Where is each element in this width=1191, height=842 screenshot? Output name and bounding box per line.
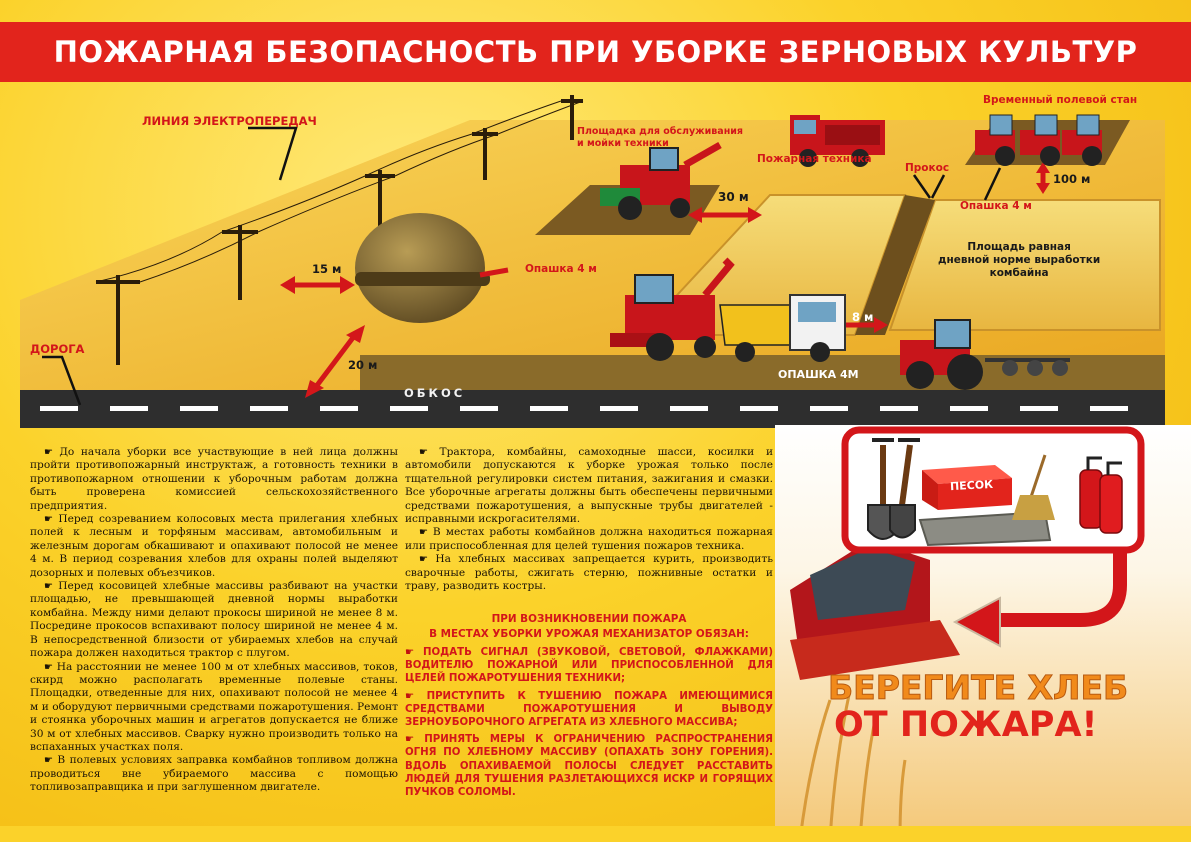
label-mowing: ОБКОС (404, 386, 466, 400)
fire-duties-title-1: ПРИ ВОЗНИКНОВЕНИИ ПОЖАРА (491, 613, 687, 625)
label-sand: ПЕСОК (949, 477, 994, 494)
label-fire-equipment: Пожарная техника (757, 153, 872, 165)
fire-duties-title-2: В МЕСТАХ УБОРКИ УРОЖАЯ МЕХАНИЗАТОР ОБЯЗАН: (429, 628, 749, 640)
rule-paragraph: ☛ В полевых условиях заправка комбайнов топливом должна проводиться вне убираемого массива с помощью топливозаправщика и при заглушенном двигателе. (30, 754, 398, 794)
fire-duties-block (405, 612, 773, 799)
label-8m: 8 м (852, 310, 874, 324)
rule-paragraph: ☛ До начала уборки все участвующие в ней лица должны пройти противопожарный инструктаж, а готовность техники в противопожарном отношении к уборочным работам должна быть проверена комиссией сельскохозяйственного предприятия. (30, 446, 398, 513)
label-15m: 15 м (312, 262, 342, 276)
label-plow-haystack: Опашка 4 м (525, 263, 597, 275)
label-area: Площадь равная дневной норме выработки комбайна (938, 241, 1101, 279)
label-service-area: Площадка для обслуживания и мойки техники (577, 126, 744, 149)
rule-paragraph: ☛ На расстоянии не менее 100 м от хлебных массивов, токов, скирд можно располагать временные полевые станы. Площадки, отведенные для них, опахивают полосой не менее 4 м и оборудуют первичными средствами пожаротушения. Ремонт и стоянка уборочных машин и агрегатов допускается не ближе 30 м от хлебных массивов. Сварку нужно производить только на вспаханных участках поля. (30, 661, 398, 755)
label-cut-strip: Прокос (905, 162, 950, 174)
text-column-middle (405, 446, 773, 593)
text-column-left (30, 446, 398, 795)
slogan-line-2: ОТ ПОЖАРА! (834, 705, 1098, 745)
fire-duty-item: ☛ ПРИНЯТЬ МЕРЫ К ОГРАНИЧЕНИЮ РАСПРОСТРАНЕНИЯ ОГНЯ ПО ХЛЕБНОМУ МАССИВУ (ОПАХАТЬ ЗОНУ ГОРЕНИЯ). ВДОЛЬ ОПАХИВАЕМОЙ ПОЛОСЫ СЛЕДУЕТ РАССТАВИТЬ ЛЮДЕЙ ДЛЯ ТУШЕНИЯ РАЗЛЕТАЮЩИХСЯ ИСКР И ГОРЯЩИХ ПУЧКОВ СОЛОМЫ. (405, 733, 773, 799)
poster-title: ПОЖАРНАЯ БЕЗОПАСНОСТЬ ПРИ УБОРКЕ ЗЕРНОВЫХ КУЛЬТУР (53, 35, 1138, 69)
rule-paragraph: ☛ На хлебных массивах запрещается курить, производить сварочные работы, сжигать стерню, пожнивные остатки и траву, разводить костры. (405, 553, 773, 593)
rule-paragraph: ☛ В местах работы комбайнов должна находиться пожарная или приспособленная для целей тушения пожаров техника. (405, 526, 773, 553)
label-camp: Временный полевой стан (983, 94, 1138, 106)
fire-duty-item: ☛ ПОДАТЬ СИГНАЛ (ЗВУКОВОЙ, СВЕТОВОЙ, ФЛАЖКАМИ) ВОДИТЕЛЮ ПОЖАРНОЙ ИЛИ ПРИСПОСОБЛЕННОЙ ДЛЯ ЦЕЛЕЙ ПОЖАРОТУШЕНИЯ ТЕХНИКИ; (405, 646, 773, 686)
title-bar (0, 22, 1191, 82)
label-100m: 100 м (1053, 172, 1091, 186)
rule-paragraph: ☛ Перед созреванием колосовых места прилегания хлебных полей к лесным и торфяным массивам, автомобильным и железным дорогам обкашивают и опахивают полосой не менее 4 м. В период созревания хлебов для охраны полей выделяют дозорных и полевых объезчиков. (30, 513, 398, 580)
label-20m: 20 м (348, 358, 378, 372)
label-plow-4: Опашка 4 м (960, 200, 1032, 212)
haystack (355, 213, 485, 323)
label-30m: 30 м (718, 190, 749, 204)
label-plow-bottom: ОПАШКА 4М (778, 368, 859, 381)
fire-duty-item: ☛ ПРИСТУПИТЬ К ТУШЕНИЮ ПОЖАРА ИМЕЮЩИМИСЯ СРЕДСТВАМИ ПОЖАРОТУШЕНИЯ И ВЫВОДУ ЗЕРНОУБОРОЧНОГО АГРЕГАТА ИЗ ХЛЕБНОГО МАССИВА; (405, 690, 773, 730)
rule-paragraph: ☛ Перед косовицей хлебные массивы разбивают на участки площадью, не превышающей дневной нормы выработки комбайна. Между ними делают прокосы шириной не менее 8 м. Посредине прокосов вспахивают полосу шириной не менее 4 м. В непосредственной близости от убираемых хлебов на случай пожара должен находиться трактор с плугом. (30, 580, 398, 660)
label-power-line: ЛИНИЯ ЭЛЕКТРОПЕРЕДАЧ (142, 114, 317, 128)
label-road: ДОРОГА (30, 342, 85, 356)
slogan-line-1: БЕРЕГИТЕ ХЛЕБ (828, 668, 1129, 707)
rule-paragraph: ☛ Трактора, комбайны, самоходные шасси, косилки и автомобили допускаются к уборке урожая только после тщательной регулировки систем питания, зажигания и смазки. Все уборочные агрегаты должны быть обеспечены первичными средствами пожаротушения, а выпускные трубы двигателей - исправными искрогасителями. (405, 446, 773, 526)
bottom-border (0, 826, 1191, 842)
